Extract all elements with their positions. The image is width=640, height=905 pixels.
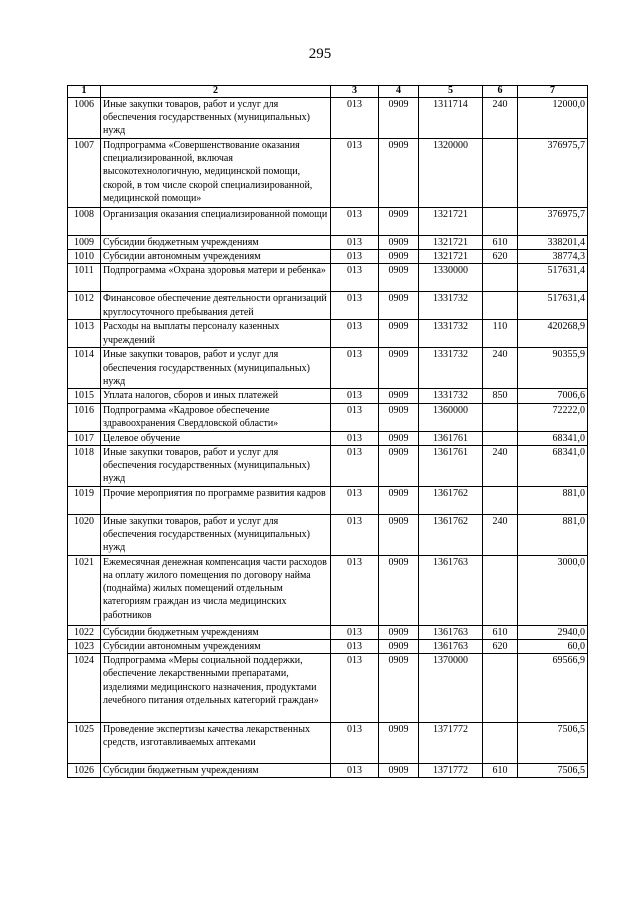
row-number: 1021 bbox=[68, 555, 101, 625]
row-code-3: 013 bbox=[331, 264, 379, 292]
row-number: 1014 bbox=[68, 348, 101, 389]
row-code-5: 1330000 bbox=[419, 264, 483, 292]
row-code-6 bbox=[483, 654, 518, 723]
row-name: Субсидии автономным учреждениям bbox=[101, 250, 331, 264]
row-amount: 60,0 bbox=[518, 640, 588, 654]
row-name: Финансовое обеспечение деятельности организаций круглосуточного пребывания детей bbox=[101, 292, 331, 320]
row-name: Подпрограмма «Охрана здоровья матери и ребенка» bbox=[101, 264, 331, 292]
row-name: Проведение экспертизы качества лекарственных средств, изготавливаемых аптеками bbox=[101, 723, 331, 764]
row-code-3: 013 bbox=[331, 764, 379, 778]
row-amount: 68341,0 bbox=[518, 445, 588, 486]
row-code-4: 0909 bbox=[379, 403, 419, 431]
row-code-4: 0909 bbox=[379, 640, 419, 654]
row-code-4: 0909 bbox=[379, 348, 419, 389]
row-amount: 68341,0 bbox=[518, 431, 588, 445]
table-header-row bbox=[68, 86, 588, 98]
row-code-3: 013 bbox=[331, 236, 379, 250]
row-code-3: 013 bbox=[331, 250, 379, 264]
table-row bbox=[68, 723, 588, 764]
row-code-4: 0909 bbox=[379, 723, 419, 764]
row-code-5: 1321721 bbox=[419, 208, 483, 236]
row-code-5: 1361763 bbox=[419, 555, 483, 625]
row-amount: 338201,4 bbox=[518, 236, 588, 250]
row-code-4: 0909 bbox=[379, 250, 419, 264]
row-name: Иные закупки товаров, работ и услуг для обеспечения государственных (муниципальных) нужд bbox=[101, 514, 331, 555]
row-name: Уплата налогов, сборов и иных платежей bbox=[101, 389, 331, 403]
table-row bbox=[68, 431, 588, 445]
row-code-3: 013 bbox=[331, 320, 379, 348]
row-code-6: 240 bbox=[483, 348, 518, 389]
row-code-4: 0909 bbox=[379, 139, 419, 208]
row-number: 1025 bbox=[68, 723, 101, 764]
row-number: 1026 bbox=[68, 764, 101, 778]
row-code-6 bbox=[483, 292, 518, 320]
row-amount: 881,0 bbox=[518, 486, 588, 514]
row-number: 1020 bbox=[68, 514, 101, 555]
row-code-3: 013 bbox=[331, 640, 379, 654]
row-code-4: 0909 bbox=[379, 236, 419, 250]
table-row bbox=[68, 348, 588, 389]
row-number: 1008 bbox=[68, 208, 101, 236]
row-code-6 bbox=[483, 431, 518, 445]
row-code-6: 850 bbox=[483, 389, 518, 403]
row-code-3: 013 bbox=[331, 139, 379, 208]
row-code-5: 1360000 bbox=[419, 403, 483, 431]
row-name: Подпрограмма «Совершенствование оказания специализированной, включая высокотехнологичную, медицинской помощи, скорой, в том числе скорой специализированной, медицинской помощи» bbox=[101, 139, 331, 208]
column-header: 4 bbox=[379, 86, 419, 98]
row-number: 1011 bbox=[68, 264, 101, 292]
row-code-3: 013 bbox=[331, 403, 379, 431]
row-amount: 90355,9 bbox=[518, 348, 588, 389]
row-code-5: 1370000 bbox=[419, 654, 483, 723]
row-code-6 bbox=[483, 555, 518, 625]
row-amount: 12000,0 bbox=[518, 98, 588, 139]
column-header: 5 bbox=[419, 86, 483, 98]
row-code-4: 0909 bbox=[379, 514, 419, 555]
row-code-3: 013 bbox=[331, 723, 379, 764]
table-row bbox=[68, 139, 588, 208]
column-header: 3 bbox=[331, 86, 379, 98]
row-number: 1023 bbox=[68, 640, 101, 654]
row-number: 1010 bbox=[68, 250, 101, 264]
row-number: 1007 bbox=[68, 139, 101, 208]
row-name: Подпрограмма «Меры социальной поддержки, обеспечение лекарственными препаратами, изделиями медицинского назначения, продуктами лечебного питания отдельных категорий граждан» bbox=[101, 654, 331, 723]
row-name: Иные закупки товаров, работ и услуг для обеспечения государственных (муниципальных) нужд bbox=[101, 445, 331, 486]
row-name: Прочие мероприятия по программе развития кадров bbox=[101, 486, 331, 514]
row-code-3: 013 bbox=[331, 208, 379, 236]
table-row bbox=[68, 445, 588, 486]
row-number: 1006 bbox=[68, 98, 101, 139]
row-code-6 bbox=[483, 723, 518, 764]
row-code-4: 0909 bbox=[379, 389, 419, 403]
row-code-3: 013 bbox=[331, 348, 379, 389]
row-number: 1016 bbox=[68, 403, 101, 431]
table-row bbox=[68, 514, 588, 555]
table-row bbox=[68, 640, 588, 654]
row-code-5: 1331732 bbox=[419, 389, 483, 403]
row-number: 1022 bbox=[68, 625, 101, 639]
column-header: 7 bbox=[518, 86, 588, 98]
row-code-6 bbox=[483, 208, 518, 236]
table-row bbox=[68, 625, 588, 639]
row-code-3: 013 bbox=[331, 555, 379, 625]
table-row bbox=[68, 236, 588, 250]
row-amount: 7506,5 bbox=[518, 764, 588, 778]
row-code-4: 0909 bbox=[379, 486, 419, 514]
row-name: Целевое обучение bbox=[101, 431, 331, 445]
row-code-6: 240 bbox=[483, 445, 518, 486]
row-code-6: 610 bbox=[483, 236, 518, 250]
row-amount: 7006,6 bbox=[518, 389, 588, 403]
row-code-5: 1321721 bbox=[419, 250, 483, 264]
row-name: Подпрограмма «Кадровое обеспечение здравоохранения Свердловской области» bbox=[101, 403, 331, 431]
table-row bbox=[68, 250, 588, 264]
table-row bbox=[68, 292, 588, 320]
row-code-5: 1361763 bbox=[419, 640, 483, 654]
table-row bbox=[68, 98, 588, 139]
row-amount: 376975,7 bbox=[518, 208, 588, 236]
row-code-4: 0909 bbox=[379, 208, 419, 236]
row-code-5: 1361762 bbox=[419, 514, 483, 555]
row-code-4: 0909 bbox=[379, 292, 419, 320]
row-code-3: 013 bbox=[331, 445, 379, 486]
row-code-4: 0909 bbox=[379, 445, 419, 486]
row-code-6 bbox=[483, 486, 518, 514]
row-amount: 420268,9 bbox=[518, 320, 588, 348]
row-amount: 69566,9 bbox=[518, 654, 588, 723]
row-number: 1018 bbox=[68, 445, 101, 486]
row-code-5: 1361761 bbox=[419, 431, 483, 445]
table-row bbox=[68, 403, 588, 431]
row-amount: 7506,5 bbox=[518, 723, 588, 764]
row-code-5: 1331732 bbox=[419, 348, 483, 389]
row-code-6 bbox=[483, 264, 518, 292]
row-number: 1012 bbox=[68, 292, 101, 320]
table-row bbox=[68, 764, 588, 778]
row-code-3: 013 bbox=[331, 292, 379, 320]
row-code-3: 013 bbox=[331, 514, 379, 555]
row-number: 1013 bbox=[68, 320, 101, 348]
row-code-5: 1331732 bbox=[419, 292, 483, 320]
row-code-6 bbox=[483, 403, 518, 431]
row-name: Субсидии бюджетным учреждениям bbox=[101, 764, 331, 778]
row-amount: 517631,4 bbox=[518, 292, 588, 320]
page-number: 295 bbox=[308, 46, 332, 62]
row-code-6: 620 bbox=[483, 640, 518, 654]
budget-table bbox=[67, 85, 588, 778]
row-code-6: 240 bbox=[483, 98, 518, 139]
table-row bbox=[68, 264, 588, 292]
row-code-4: 0909 bbox=[379, 320, 419, 348]
row-code-4: 0909 bbox=[379, 98, 419, 139]
table-row bbox=[68, 389, 588, 403]
row-number: 1009 bbox=[68, 236, 101, 250]
row-name: Организация оказания специализированной помощи bbox=[101, 208, 331, 236]
row-code-5: 1311714 bbox=[419, 98, 483, 139]
row-code-6: 240 bbox=[483, 514, 518, 555]
row-code-3: 013 bbox=[331, 389, 379, 403]
table-row bbox=[68, 320, 588, 348]
row-number: 1024 bbox=[68, 654, 101, 723]
row-code-6: 610 bbox=[483, 764, 518, 778]
row-code-6: 610 bbox=[483, 625, 518, 639]
row-code-4: 0909 bbox=[379, 654, 419, 723]
table-row bbox=[68, 486, 588, 514]
row-code-3: 013 bbox=[331, 431, 379, 445]
table-row bbox=[68, 654, 588, 723]
row-code-5: 1361763 bbox=[419, 625, 483, 639]
row-code-4: 0909 bbox=[379, 264, 419, 292]
row-amount: 517631,4 bbox=[518, 264, 588, 292]
row-code-4: 0909 bbox=[379, 555, 419, 625]
row-code-5: 1371772 bbox=[419, 723, 483, 764]
row-code-3: 013 bbox=[331, 654, 379, 723]
row-code-3: 013 bbox=[331, 486, 379, 514]
row-name: Иные закупки товаров, работ и услуг для обеспечения государственных (муниципальных) нужд bbox=[101, 348, 331, 389]
row-number: 1019 bbox=[68, 486, 101, 514]
row-name: Ежемесячная денежная компенсация части расходов на оплату жилого помещения по договору найма (поднайма) жилых помещений отдельным категориям граждан из числа медицинских работников bbox=[101, 555, 331, 625]
column-header: 6 bbox=[483, 86, 518, 98]
row-name: Субсидии автономным учреждениям bbox=[101, 640, 331, 654]
row-code-6: 110 bbox=[483, 320, 518, 348]
row-number: 1015 bbox=[68, 389, 101, 403]
row-amount: 38774,3 bbox=[518, 250, 588, 264]
row-name: Субсидии бюджетным учреждениям bbox=[101, 625, 331, 639]
row-name: Расходы на выплаты персоналу казенных учреждений bbox=[101, 320, 331, 348]
row-code-6 bbox=[483, 139, 518, 208]
row-code-5: 1331732 bbox=[419, 320, 483, 348]
row-amount: 881,0 bbox=[518, 514, 588, 555]
row-code-5: 1371772 bbox=[419, 764, 483, 778]
row-amount: 2940,0 bbox=[518, 625, 588, 639]
table-row bbox=[68, 555, 588, 625]
row-code-4: 0909 bbox=[379, 431, 419, 445]
row-code-5: 1361762 bbox=[419, 486, 483, 514]
row-name: Субсидии бюджетным учреждениям bbox=[101, 236, 331, 250]
row-name: Иные закупки товаров, работ и услуг для обеспечения государственных (муниципальных) нужд bbox=[101, 98, 331, 139]
row-code-3: 013 bbox=[331, 98, 379, 139]
row-code-5: 1320000 bbox=[419, 139, 483, 208]
row-number: 1017 bbox=[68, 431, 101, 445]
row-code-4: 0909 bbox=[379, 764, 419, 778]
row-code-6: 620 bbox=[483, 250, 518, 264]
row-code-5: 1361761 bbox=[419, 445, 483, 486]
row-amount: 376975,7 bbox=[518, 139, 588, 208]
row-code-3: 013 bbox=[331, 625, 379, 639]
row-amount: 72222,0 bbox=[518, 403, 588, 431]
column-header: 2 bbox=[101, 86, 331, 98]
row-amount: 3000,0 bbox=[518, 555, 588, 625]
table-row bbox=[68, 208, 588, 236]
row-code-4: 0909 bbox=[379, 625, 419, 639]
column-header: 1 bbox=[68, 86, 101, 98]
row-code-5: 1321721 bbox=[419, 236, 483, 250]
